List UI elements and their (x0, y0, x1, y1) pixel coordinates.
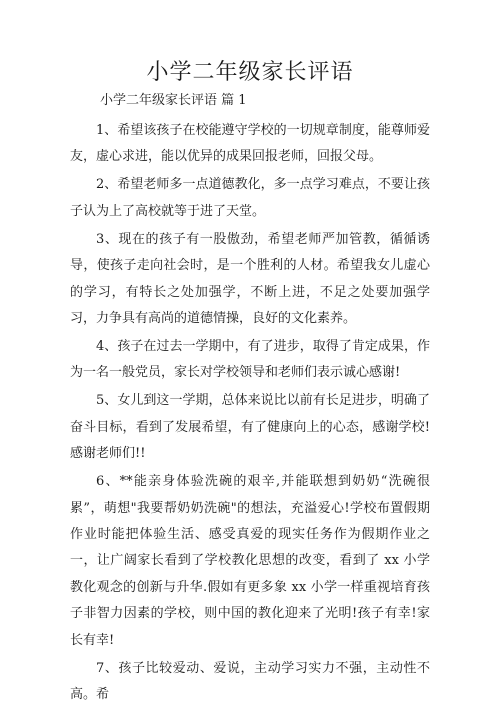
paragraph-5: 5、女儿到这一学期，总体来说比以前有长足进步，明确了奋斗目标，看到了发展希望，有了健康向上的心态，感谢学校!感谢老师们!! (70, 393, 430, 462)
paragraph-3: 3、现在的孩子有一股傲劲，希望老师严加管教，循循诱导，使孩子走向社会时，是一个胜利的人材。希望我女儿虚心的学习，有特长之处加强学，不断上进，不足之处要加强学习，力争具有高尚的道德情操，良好的文化素养。 (70, 231, 430, 327)
document-body (70, 118, 430, 707)
paragraph-1: 1、希望该孩子在校能遵守学校的一切规章制度，能尊师爱友，虚心求进，能以优异的成果回报老师，回报父母。 (70, 123, 430, 165)
paragraph-6: 6、**能亲身体验洗碗的艰辛,并能联想到奶奶“洗碗很累”，萌想"我要帮奶奶洗碗"的想法，充溢爱心!学校布置假期作业时能把体验生活、感受真爱的现实任务作为假期作业之一，让广阔家长看到了学校教化思想的改变，看到了 xx 小学教化观念的创新与升华.假如有更多象 xx 小学一样重视培育孩子非智力因素的学校，则中国的教化迎来了光明!孩子有幸!家长有幸! (70, 474, 430, 648)
document-subtitle: 小学二年级家长评语 篇 1 (100, 93, 247, 108)
document-title: 小学二年级家长评语 (146, 60, 354, 85)
paragraph-7: 7、孩子比较爱动、爱说，主动学习实力不强，主动性不高。希 (70, 660, 430, 703)
paragraph-4: 4、孩子在过去一学期中，有了进步，取得了肯定成果，作为一名一般党员，家长对学校领导和老师们表示诚心感谢! (70, 339, 430, 381)
paragraph-2: 2、希望老师多一点道德教化，多一点学习难点，不要让孩子认为上了高校就等于进了天堂。 (70, 177, 430, 219)
